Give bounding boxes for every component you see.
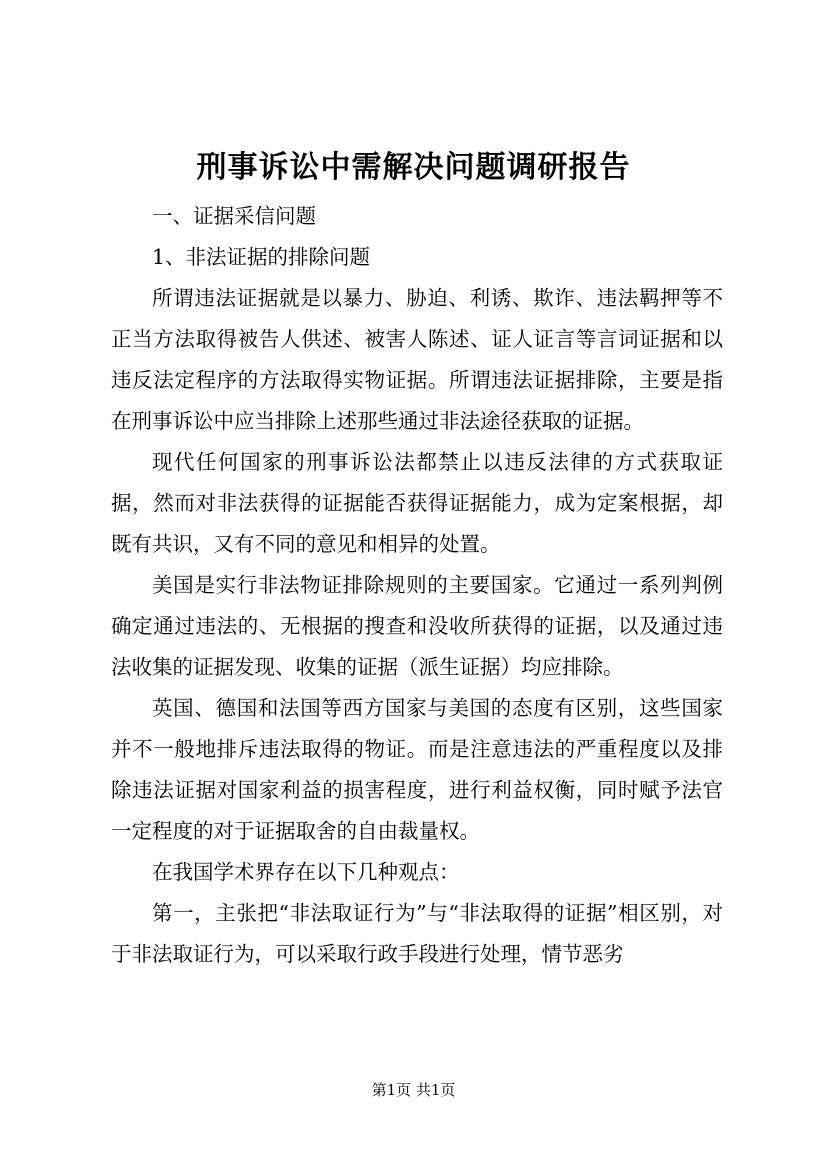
paragraph: 美国是实行非法物证排除规则的主要国家。它通过一系列判例确定通过违法的、无根据的搜查和没收所获得的证据，以及通过违法收集的证据发现、收集的证据（派生证据）均应排除。	[111, 573, 723, 679]
page-footer: 第1页 共1页	[371, 1081, 456, 1099]
section-heading: 一、证据采信问题	[152, 204, 316, 228]
document-body	[111, 196, 723, 975]
paragraph: 第一，主张把“非法取证行为”与“非法取得的证据”相区别，对于非法取证行为，可以采取行政手段进行处理，情节恶劣	[111, 901, 723, 966]
paragraph: 所谓违法证据就是以暴力、胁迫、利诱、欺诈、违法羁押等不正当方法取得被告人供述、被害人陈述、证人证言等言词证据和以违反法定程序的方法取得实物证据。所谓违法证据排除，主要是指在刑事诉讼中应当排除上述那些通过非法途径获取的证据。	[111, 286, 723, 433]
paragraph: 英国、德国和法国等西方国家与美国的态度有区别，这些国家并不一般地排斥违法取得的物证。而是注意违法的严重程度以及排除违法证据对国家利益的损害程度，进行利益权衡，同时赋予法官一定程度的对于证据取舍的自由裁量权。	[111, 696, 723, 843]
subsection-heading: 1、非法证据的排除问题	[152, 245, 371, 269]
document-title: 刑事诉讼中需解决问题调研报告	[196, 150, 631, 185]
paragraph: 现代任何国家的刑事诉讼法都禁止以违反法律的方式获取证据，然而对非法获得的证据能否获得证据能力，成为定案根据，却既有共识，又有不同的意见和相异的处置。	[111, 450, 723, 556]
paragraph: 在我国学术界存在以下几种观点：	[152, 860, 460, 884]
